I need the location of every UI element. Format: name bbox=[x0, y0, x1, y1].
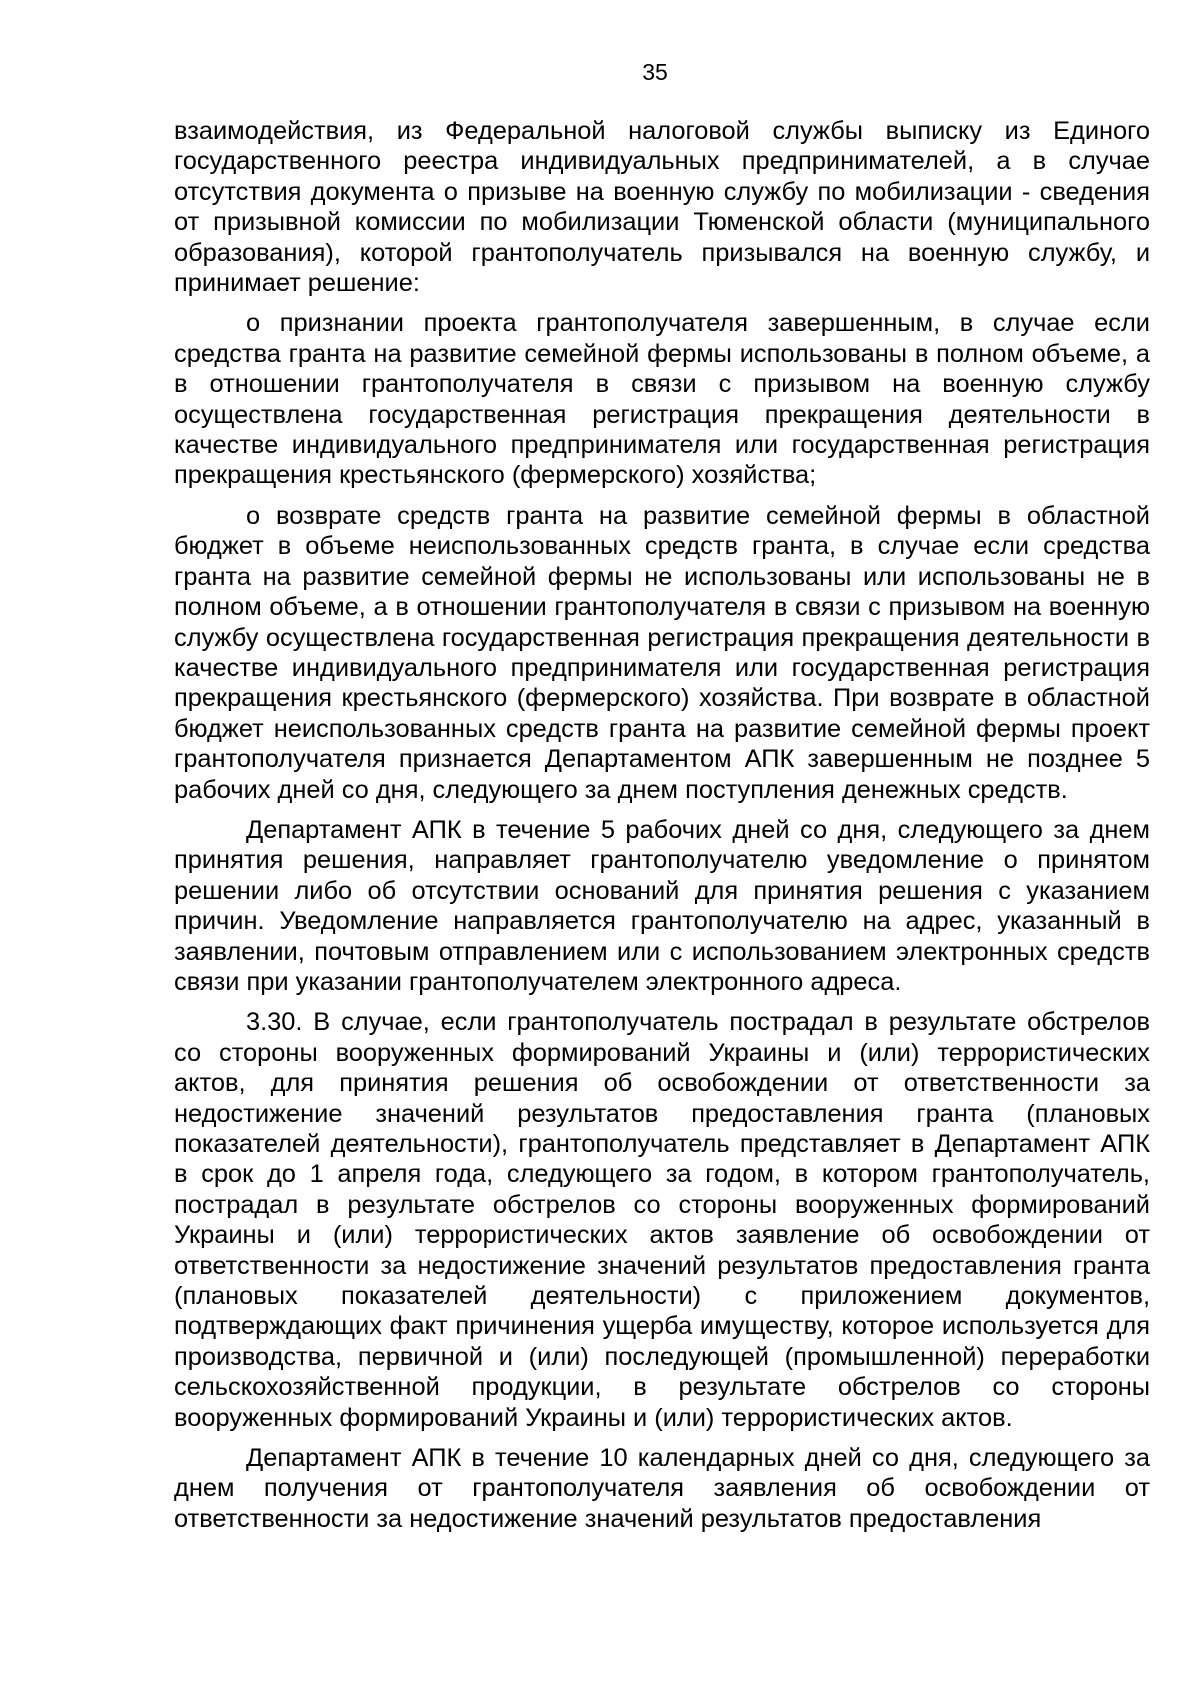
page-number: 35 bbox=[642, 59, 668, 85]
document-body bbox=[174, 116, 1150, 1534]
paragraph-continuation: взаимодействия, из Федеральной налоговой службы выписку из Единого государственного реестра индивидуальных предпринимателей, а в случае отсутствия документа о призыве на военную службу по мобилизации - сведения от призывной комиссии по мобилизации Тюменской области (муниципального образования), которой грантополучатель призывался на военную службу, и принимает решение: bbox=[174, 117, 1150, 298]
paragraph-project-completed: о признании проекта грантополучателя завершенным, в случае если средства гранта на развитие семейной фермы использованы в полном объеме, а в отношении грантополучателя в связи с призывом на военную службу осуществлена государственная регистрация прекращения деятельности в качестве индивидуального предпринимателя или государственная регистрация прекращения крестьянского (фермерского) хозяйства; bbox=[174, 309, 1150, 490]
paragraph-notification: Департамент АПК в течение 5 рабочих дней со дня, следующего за днем принятия решения, направляет грантополучателю уведомление о принятом решении либо об отсутствии оснований для принятия решения с указанием причин. Уведомление направляется грантополучателю на адрес, указанный в заявлении, почтовым отправлением или с использованием электронных средств связи при указании грантополучателем электронного адреса. bbox=[174, 815, 1150, 996]
paragraph-department-review: Департамент АПК в течение 10 календарных дней со дня, следующего за днем получения от грантополучателя заявления об освобождении от ответственности за недостижение значений результатов предоставления bbox=[174, 1444, 1150, 1533]
paragraph-clause-3-30: 3.30. В случае, если грантополучатель пострадал в результате обстрелов со стороны вооруженных формирований Украины и (или) террористических актов, для принятия решения об освобождении от ответственности за недостижение значений результатов предоставления гранта (плановых показателей деятельности), грантополучатель представляет в Департамент АПК в срок до 1 апреля года, следующего за годом, в котором грантополучатель, пострадал в результате обстрелов со стороны вооруженных формирований Украины и (или) террористических актов заявление об освобождении от ответственности за недостижение значений результатов предоставления гранта (плановых показателей деятельности) с приложением документов, подтверждающих факт причинения ущерба имуществу, которое используется для производства, первичной и (или) последующей (промышленной) переработки сельскохозяйственной продукции, в результате обстрелов со стороны вооруженных формирований Украины и (или) террористических актов. bbox=[174, 1008, 1150, 1432]
paragraph-grant-return: о возврате средств гранта на развитие семейной фермы в областной бюджет в объеме неиспользованных средств гранта, в случае если средства гранта на развитие семейной фермы не использованы или использованы не в полном объеме, а в отношении грантополучателя в связи с призывом на военную службу осуществлена государственная регистрация прекращения деятельности в качестве индивидуального предпринимателя или государственная регистрация прекращения крестьянского (фермерского) хозяйства. При возврате в областной бюджет неиспользованных средств гранта на развитие семейной фермы проект грантополучателя признается Департаментом АПК завершенным не позднее 5 рабочих дней со дня, следующего за днем поступления денежных средств. bbox=[174, 501, 1150, 804]
